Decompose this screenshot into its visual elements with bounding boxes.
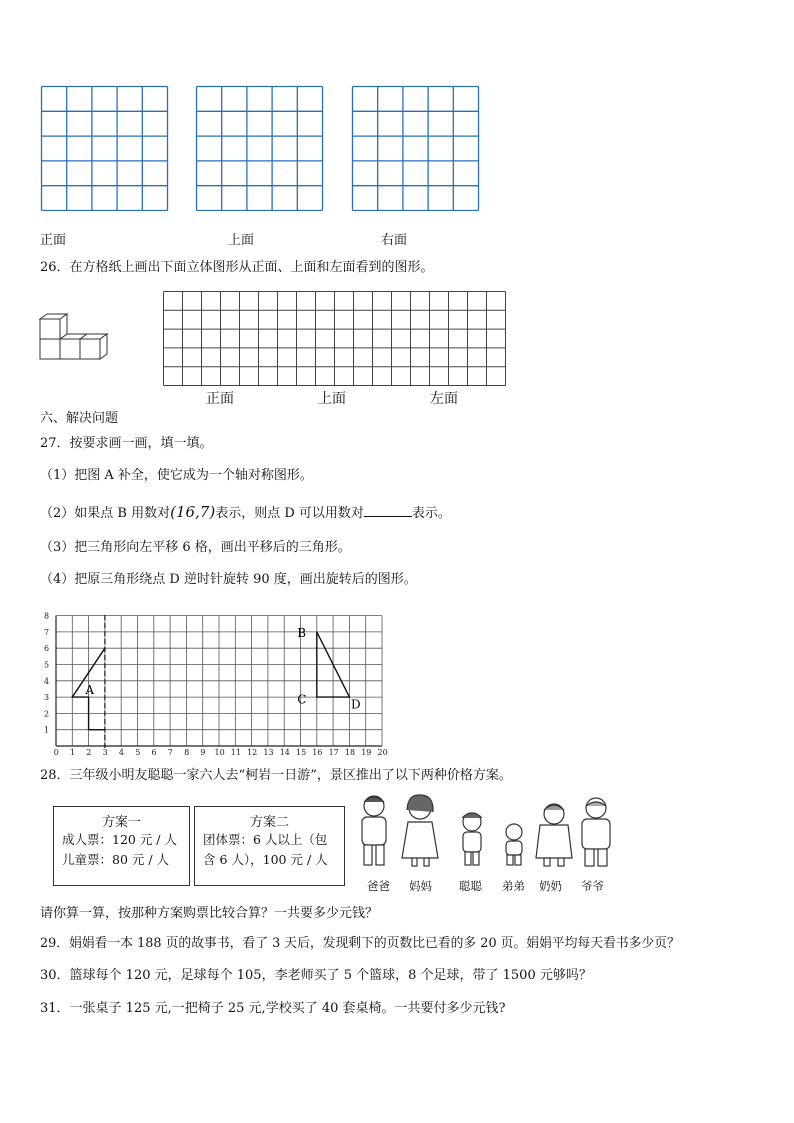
x-tick-label: 12	[247, 748, 258, 756]
label-d: D	[351, 697, 361, 712]
y-tick-label: 6	[44, 644, 50, 654]
family-mom: 妈妈	[409, 879, 432, 893]
x-tick-label: 18	[344, 748, 356, 756]
plan-one-title: 方案一	[101, 815, 141, 830]
plan-two-line1: 团体票：6 人以上（包	[203, 832, 328, 847]
family-grandma: 奶奶	[539, 879, 562, 893]
grid-right-view[interactable]	[351, 85, 481, 211]
family-illustration	[352, 792, 622, 872]
x-tick-label: 1	[70, 748, 76, 756]
label-right: 右面	[381, 233, 408, 248]
q28-text: 28．三年级小明友聪聪一家六人去“柯岩一日游”，景区推出了以下两种价格方案。	[40, 768, 512, 783]
plan-two-box	[194, 806, 345, 886]
coord-pair: (16,7)	[170, 503, 216, 521]
brother-figure	[506, 824, 522, 865]
x-tick-label: 5	[135, 748, 141, 756]
plan-two-title: 方案二	[249, 815, 289, 830]
q26-label-top: 上面	[318, 391, 346, 407]
answer-blank[interactable]	[364, 504, 412, 517]
y-tick-label: 4	[44, 676, 50, 686]
family-congcong: 聪聪	[459, 879, 482, 893]
family-brother: 弟弟	[502, 879, 525, 893]
grandma-figure	[536, 804, 572, 866]
y-tick-label: 8	[44, 611, 50, 621]
q31-text: 31．一张桌子 125 元,一把椅子 25 元,学校买了 40 套桌椅。一共要付多少元钱?	[40, 1001, 506, 1016]
grid-front-view[interactable]	[40, 85, 170, 211]
x-tick-label: 16	[312, 748, 323, 756]
grid-top-view[interactable]	[195, 85, 325, 211]
coordinate-grid[interactable]	[38, 606, 390, 756]
q29-text: 29．娟娟看一本 188 页的故事书，看了 3 天后，发现剩下的页数比已看的多 20 页。娟娟平均每天看书多少页？	[40, 936, 680, 951]
q27-part4: （4）把原三角形绕点 D 逆时针旋转 90 度，画出旋转后的图形。	[40, 572, 417, 587]
q26-label-front: 正面	[206, 391, 234, 407]
x-tick-label: 14	[279, 748, 290, 756]
label-a: A	[85, 682, 95, 697]
x-tick-label: 9	[200, 748, 206, 756]
mom-figure	[402, 795, 438, 866]
q26-label-left: 左面	[430, 391, 458, 407]
x-tick-label: 6	[151, 748, 157, 756]
x-tick-label: 20	[377, 748, 388, 756]
x-tick-label: 17	[328, 748, 339, 756]
y-tick-label: 7	[44, 627, 50, 637]
y-tick-label: 1	[44, 725, 50, 735]
grandpa-figure	[582, 798, 610, 866]
y-tick-label: 3	[44, 693, 50, 703]
q27-part2-after: 表示。	[411, 506, 451, 521]
q28-question: 请你算一算，按那种方案购票比较合算？一共要多少元钱？	[40, 906, 379, 921]
label-front: 正面	[40, 233, 67, 248]
x-tick-label: 10	[214, 748, 225, 756]
x-tick-label: 3	[102, 748, 108, 756]
family-dad: 爸爸	[367, 879, 390, 893]
plan-two-line2: 含 6 人），100 元 / 人	[203, 852, 328, 867]
x-tick-label: 15	[296, 748, 307, 756]
x-tick-label: 4	[118, 748, 124, 756]
label-c: C	[297, 692, 307, 707]
family-grandpa: 爷爷	[581, 879, 604, 893]
y-tick-label: 5	[44, 660, 50, 670]
x-tick-label: 2	[86, 748, 92, 756]
x-tick-label: 0	[53, 748, 59, 756]
q30-text: 30．篮球每个 120 元，足球每个 105，李老师买了 5 个篮球，8 个足球，带了 1500 元够吗？	[40, 968, 592, 983]
q27-part2-before: （2）如果点 B 用数对	[40, 506, 171, 521]
x-tick-label: 11	[230, 748, 241, 756]
dad-figure	[362, 796, 386, 865]
plan-one-box	[53, 806, 190, 886]
q26-text: 26．在方格纸上画出下面立体图形从正面、上面和左面看到的图形。	[40, 260, 434, 275]
grid-q26[interactable]	[162, 290, 508, 388]
q27-part3: （3）把三角形向左平移 6 格，画出平移后的三角形。	[40, 540, 351, 555]
x-tick-label: 7	[167, 748, 173, 756]
x-tick-label: 13	[263, 748, 274, 756]
q27-title: 27．按要求画一画，填一填。	[40, 436, 213, 451]
plan-one-adult: 成人票：120 元 / 人	[62, 832, 177, 847]
cube-stack-illustration	[38, 312, 118, 364]
label-b: B	[297, 625, 307, 640]
x-tick-label: 19	[361, 748, 372, 756]
q27-part1: （1）把图 A 补全，使它成为一个轴对称图形。	[40, 468, 313, 483]
q27-part2	[40, 504, 451, 522]
y-tick-label: 2	[44, 709, 50, 719]
congcong-figure	[462, 813, 482, 865]
q27-part2-middle: 表示，则点 D 可以用数对	[215, 506, 364, 521]
plan-one-child: 儿童票：80 元 / 人	[62, 852, 170, 867]
x-tick-label: 8	[184, 748, 190, 756]
label-top: 上面	[228, 233, 255, 248]
section-title: 六、解决问题	[40, 411, 119, 426]
